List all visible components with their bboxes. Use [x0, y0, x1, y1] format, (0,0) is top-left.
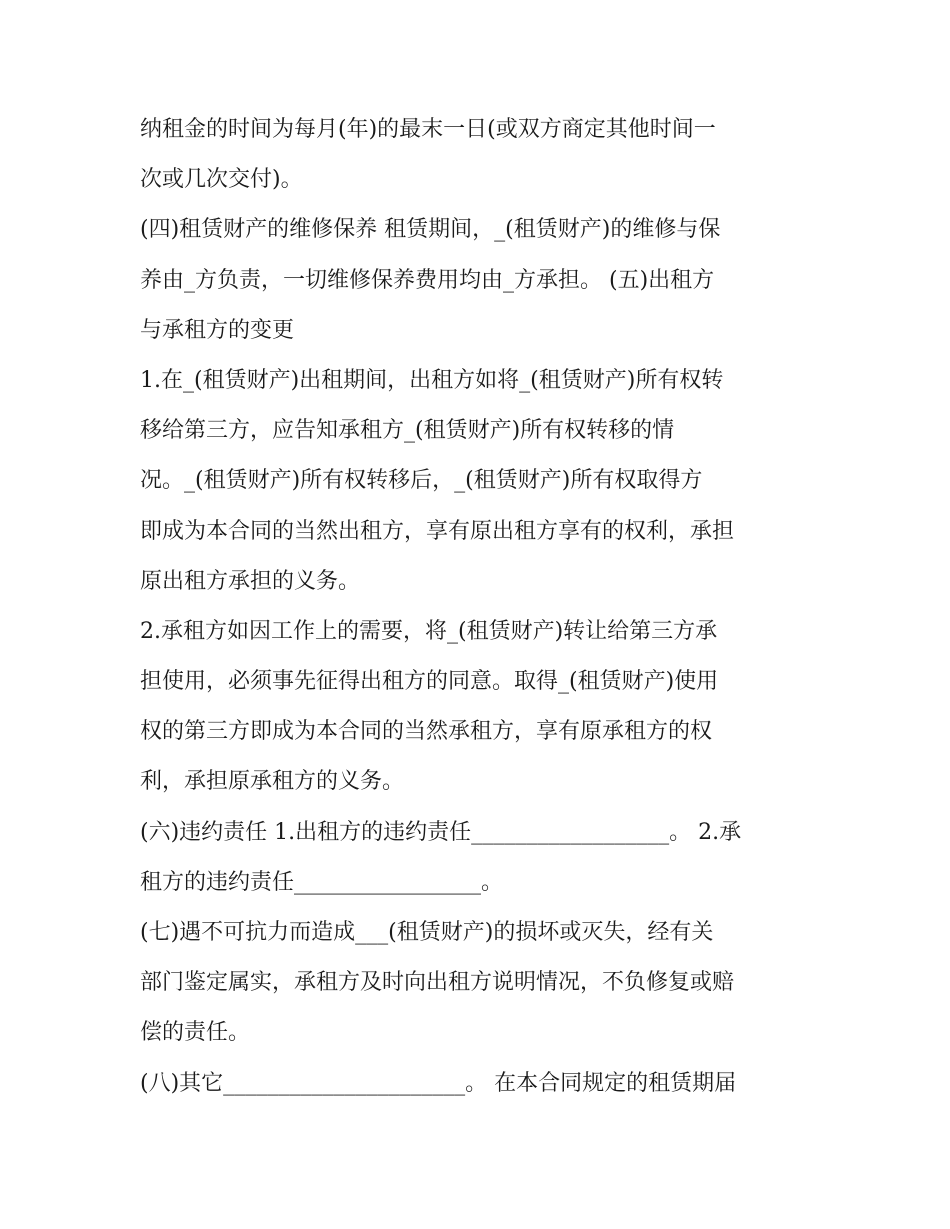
text-line: 次或几次交付)。 — [140, 167, 303, 193]
text-line: 租方的违约责任_________________。 — [140, 869, 504, 895]
text-line: 况。_(租赁财产)所有权转移后，_(租赁财产)所有权取得方 — [140, 468, 703, 494]
text-line: 利，承担原承租方的义务。 — [140, 769, 405, 795]
text-line: (八)其它______________________。 在本合同规定的租赁期届 — [140, 1070, 737, 1096]
text-line: 纳租金的时间为每月(年)的最末一日(或双方商定其他时间一 — [140, 117, 716, 142]
text-line: 2.承租方如因工作上的需要，将_(租赁财产)转让给第三方承 — [140, 618, 718, 644]
text-line: 养由_方负责，一切维修保养费用均由_方承担。 (五)出租方 — [140, 267, 715, 293]
text-line: 与承租方的变更 — [140, 317, 295, 343]
text-line: 担使用，必须事先征得出租方的同意。取得_(租赁财产)使用 — [140, 669, 719, 695]
text-line: 即成为本合同的当然出租方，享有原出租方享有的权利，承担 — [140, 518, 735, 544]
text-line: (七)遇不可抗力而造成___(租赁财产)的损坏或灭失，经有关 — [140, 920, 714, 945]
text-line: 部门鉴定属实，承租方及时向出租方说明情况，不负修复或赔 — [140, 970, 735, 996]
document-page — [140, 105, 830, 1109]
text-line: 原出租方承担的义务。 — [140, 568, 361, 594]
text-line: 1.在_(租赁财产)出租期间，出租方如将_(租赁财产)所有权转 — [140, 367, 724, 393]
text-line: 移给第三方，应告知承租方_(租赁财产)所有权转移的情 — [140, 418, 675, 444]
text-line: 权的第三方即成为本合同的当然承租方，享有原承租方的权 — [140, 719, 713, 745]
text-line: (四)租赁财产的维修保养 租赁期间，_(租赁财产)的维修与保 — [140, 217, 721, 243]
text-line: (六)违约责任 1.出租方的违约责任__________________。 2.承 — [140, 819, 742, 845]
text-line: 偿的责任。 — [140, 1020, 251, 1046]
